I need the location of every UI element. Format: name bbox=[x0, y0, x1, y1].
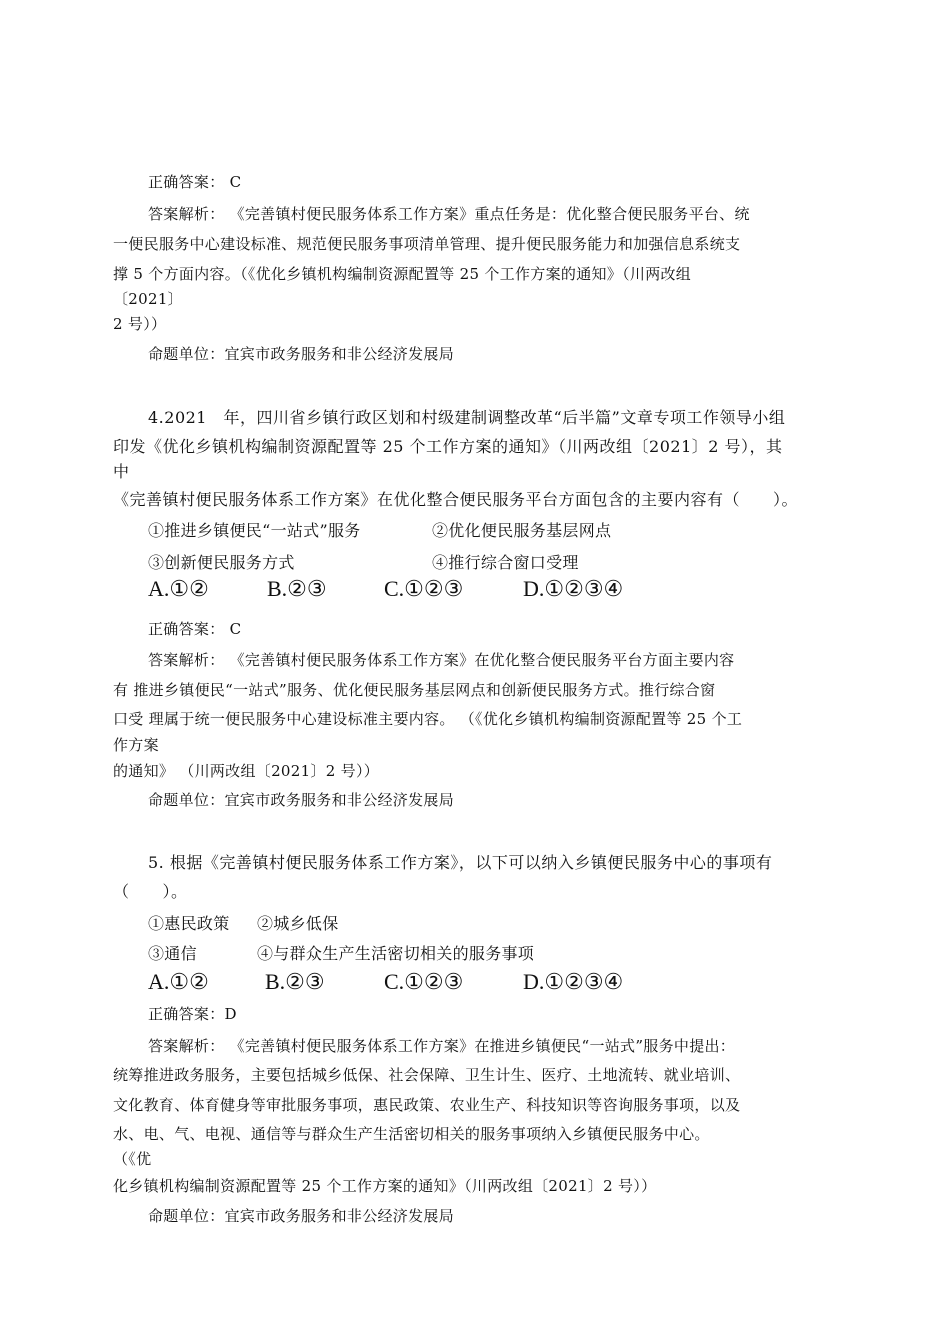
q4-item-2: ②优化便民服务基层网点 bbox=[432, 521, 612, 540]
q5-unit: 命题单位：宜宾市政务服务和非公经济发展局 bbox=[148, 1207, 455, 1225]
q4-question-line-1: 4.2021 年，四川省乡镇行政区划和村级建制调整改革“后半篇”文章专项工作领导小组 bbox=[148, 408, 786, 427]
q5-analysis-line-5: （《优 bbox=[113, 1150, 152, 1168]
q4-item-4: ④推行综合窗口受理 bbox=[432, 553, 579, 572]
q4-analysis-line-5: 的通知》 （川两改组〔2021〕2 号）） bbox=[113, 762, 380, 780]
q4-analysis-line-3: 口受 理属于统一便民服务中心建设标准主要内容。 （《优化乡镇机构编制资源配置等 25 个工 bbox=[113, 710, 743, 728]
q4-item-1: ①推进乡镇便民“一站式”服务 bbox=[148, 521, 361, 540]
q5-answer: 正确答案：D bbox=[148, 1005, 237, 1023]
q4-question-line-4: 《完善镇村便民服务体系工作方案》在优化整合便民服务平台方面包含的主要内容有（ ）。 bbox=[113, 490, 799, 509]
q4-answer: 正确答案： C bbox=[148, 620, 242, 638]
q4-unit: 命题单位：宜宾市政务服务和非公经济发展局 bbox=[148, 791, 455, 809]
q5-choice-c: C.①②③ bbox=[384, 969, 464, 994]
q5-analysis-line-2: 统筹推进政务服务，主要包括城乡低保、社会保障、卫生计生、医疗、土地流转、就业培训、 bbox=[113, 1066, 741, 1084]
q3-analysis-line-2: 一便民服务中心建设标准、规范便民服务事项清单管理、提升便民服务能力和加强信息系统支 bbox=[113, 235, 741, 253]
q4-item-3: ③创新便民服务方式 bbox=[148, 553, 295, 572]
q4-analysis-line-4: 作方案 bbox=[113, 736, 159, 754]
q4-question-line-2: 印发《优化乡镇机构编制资源配置等 25 个工作方案的通知》（川两改组〔2021〕2 号），其 bbox=[113, 437, 783, 456]
q5-choice-b: B.②③ bbox=[265, 969, 325, 994]
q4-choice-d: D.①②③④ bbox=[523, 576, 624, 601]
q3-answer: 正确答案： C bbox=[148, 173, 242, 191]
q3-analysis-line-3: 撑 5 个方面内容。（《优化乡镇机构编制资源配置等 25 个工作方案的通知》（川两改组 bbox=[113, 265, 692, 283]
q5-choice-d: D.①②③④ bbox=[523, 969, 624, 994]
q3-unit: 命题单位：宜宾市政务服务和非公经济发展局 bbox=[148, 345, 455, 363]
q5-choice-a: A.①② bbox=[148, 969, 209, 994]
q3-analysis-line-1: 答案解析： 《完善镇村便民服务体系工作方案》重点任务是：优化整合便民服务平台、统 bbox=[148, 205, 750, 223]
q3-analysis-line-4: 〔2021〕 bbox=[113, 290, 183, 308]
q5-item-3: ③通信 bbox=[148, 944, 197, 963]
q5-analysis-line-1: 答案解析： 《完善镇村便民服务体系工作方案》在推进乡镇便民“一站式”服务中提出： bbox=[148, 1037, 736, 1055]
q5-item-1: ①惠民政策 bbox=[148, 914, 230, 933]
q3-analysis-line-5: 2 号）） bbox=[113, 315, 167, 333]
q4-choice-b: B.②③ bbox=[267, 576, 327, 601]
q4-analysis-line-1: 答案解析： 《完善镇村便民服务体系工作方案》在优化整合便民服务平台方面主要内容 bbox=[148, 651, 735, 669]
q5-question-line-1: 5. 根据《完善镇村便民服务体系工作方案》，以下可以纳入乡镇便民服务中心的事项有 bbox=[148, 853, 773, 872]
q5-question-line-2: （ ）。 bbox=[113, 882, 188, 901]
q5-item-4: ④与群众生产生活密切相关的服务事项 bbox=[257, 944, 535, 963]
q4-choice-a: A.①② bbox=[148, 576, 209, 601]
q5-item-2: ②城乡低保 bbox=[257, 914, 339, 933]
q4-analysis-line-2: 有 推进乡镇便民“一站式”服务、优化便民服务基层网点和创新便民服务方式。推行综合窗 bbox=[113, 681, 716, 699]
q5-analysis-line-4: 水、电、气、电视、通信等与群众生产生活密切相关的服务事项纳入乡镇便民服务中心。 bbox=[113, 1125, 710, 1143]
q5-analysis-line-3: 文化教育、体育健身等审批服务事项，惠民政策、农业生产、科技知识等咨询服务事项，以及 bbox=[113, 1096, 741, 1114]
q5-analysis-line-6: 化乡镇机构编制资源配置等 25 个工作方案的通知》（川两改组〔2021〕2 号）） bbox=[113, 1177, 657, 1195]
q4-choice-c: C.①②③ bbox=[384, 576, 464, 601]
q4-question-line-3: 中 bbox=[113, 462, 130, 481]
